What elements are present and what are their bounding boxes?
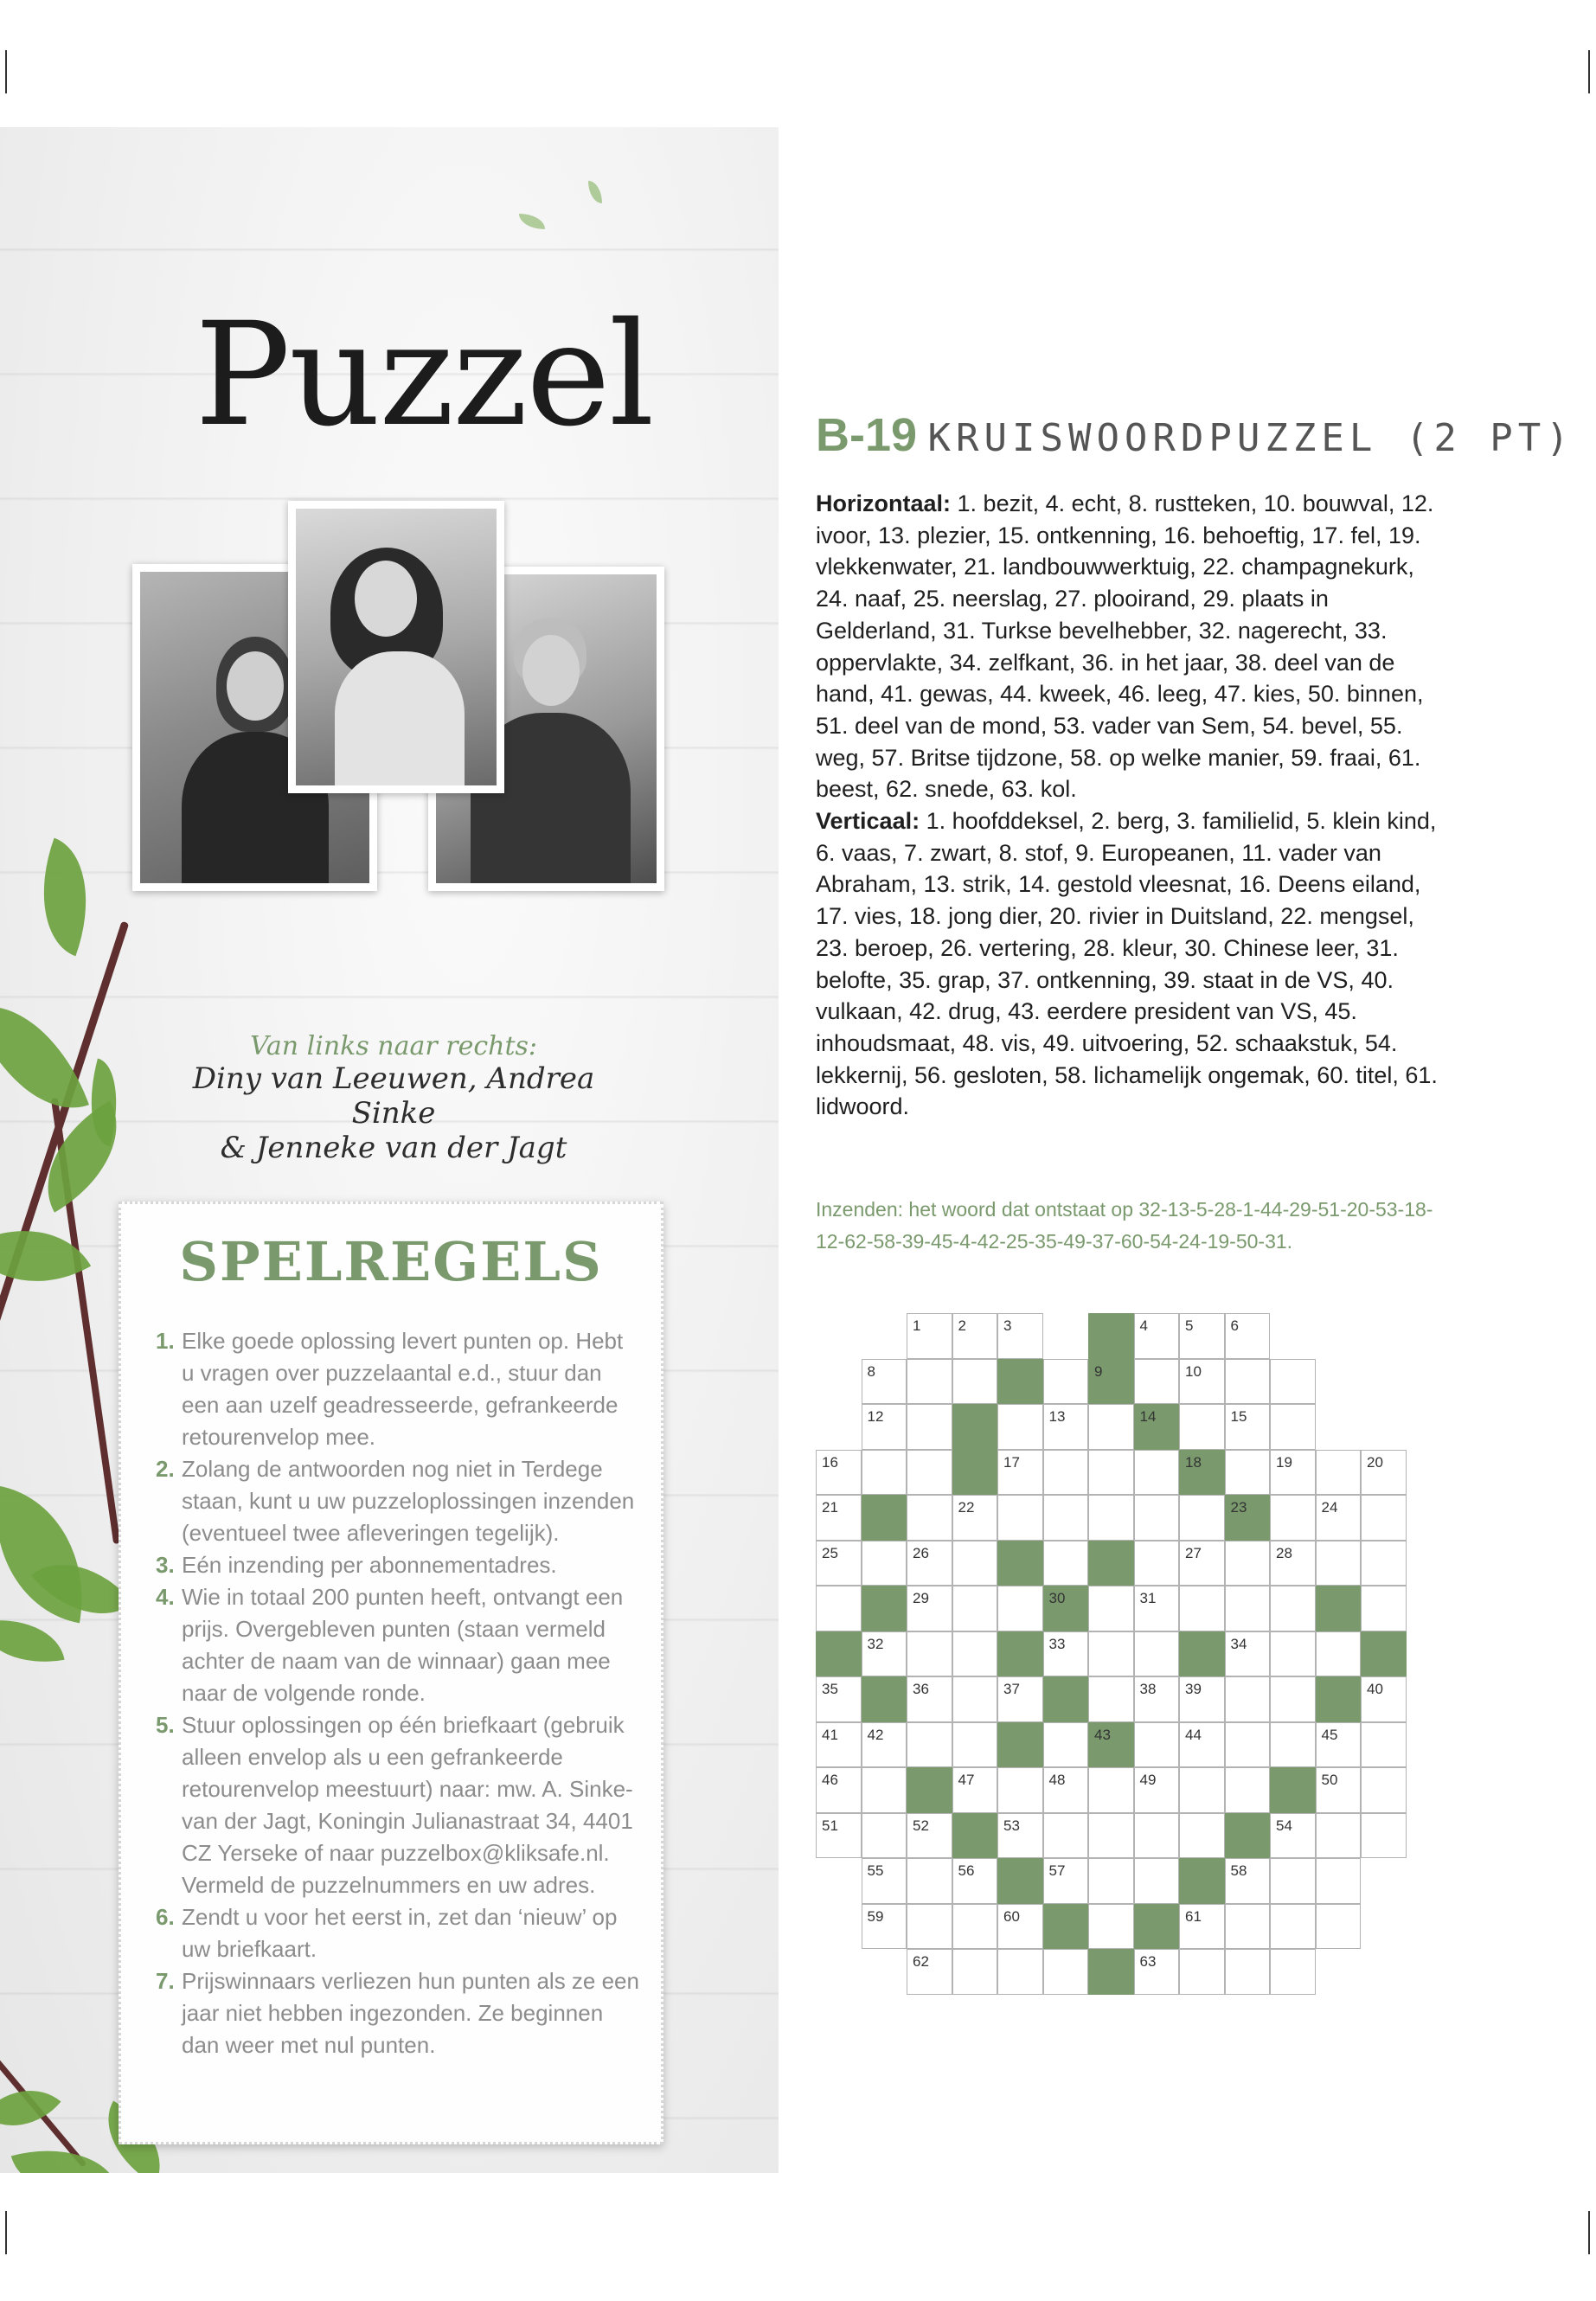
rule-text: Prijswinnaars verliezen hun punten als ze een jaar niet hebben ingezonden. Ze beginnen dan weer met nul punten.	[182, 1968, 639, 2058]
rule-text: Stuur oplossingen op één briefkaart (gebruik alleen envelop als u een gefrankeerde retourenvelop meestuurt) naar: mw. A. Sinke-van der Jagt, Koningin Julianastraat 34, 4401 CZ Yerseke of naar puzzelbox@kliksafe.nl. Vermeld de puzzelnummers en uw adres.	[182, 1712, 633, 1898]
cell-number: 13	[1048, 1408, 1066, 1425]
grid-cell[interactable]	[1179, 1586, 1225, 1631]
grid-cell[interactable]	[907, 1359, 952, 1405]
grid-cell[interactable]	[1043, 1541, 1089, 1586]
rule-number: 4.	[156, 1584, 175, 1610]
cell-number: 30	[1048, 1590, 1066, 1606]
grid-cell[interactable]	[1316, 1450, 1362, 1496]
cell-number: 20	[1367, 1453, 1383, 1471]
grid-cell[interactable]	[1270, 1904, 1316, 1950]
caption-intro: Van links naar rechts:	[249, 1031, 538, 1061]
grid-cell[interactable]	[1043, 1858, 1089, 1904]
cell-number: 48	[1048, 1772, 1066, 1788]
grid-cell[interactable]	[1043, 1813, 1089, 1859]
cell-number: 4	[1139, 1317, 1148, 1334]
grid-cell[interactable]	[952, 1586, 998, 1631]
grid-cell[interactable]	[1270, 1813, 1316, 1859]
grid-cell[interactable]	[1179, 1949, 1225, 1995]
grid-cell[interactable]	[1088, 1450, 1134, 1496]
cell-number: 6	[1230, 1317, 1239, 1334]
cell-number: 33	[1048, 1635, 1066, 1652]
puzzle-header	[816, 408, 1574, 462]
rule-item	[156, 1901, 640, 1965]
cell-number: 15	[1230, 1408, 1247, 1425]
grid-cell[interactable]	[997, 1586, 1043, 1631]
grid-cell[interactable]	[862, 1631, 907, 1677]
grid-cell[interactable]	[1043, 1631, 1089, 1677]
rule-item	[156, 1709, 640, 1901]
grid-block	[1088, 1722, 1134, 1768]
submission-instructions: Inzenden: het woord dat ontstaat op 32-13-5-28-1-44-29-51-20-53-18-12-62-58-39-45-4-42-25-35-49-37-60-54-24-19-50-31.	[816, 1198, 1433, 1253]
leaf	[0, 1199, 91, 1314]
grid-block	[952, 1404, 998, 1450]
grid-block	[997, 1631, 1043, 1677]
cell-number: 55	[867, 1862, 884, 1879]
grid-block	[1179, 1858, 1225, 1904]
cell-number: 41	[822, 1726, 838, 1743]
grid-cell[interactable]	[907, 1541, 952, 1586]
rule-item	[156, 1549, 640, 1581]
grid-cell[interactable]	[1134, 1313, 1180, 1359]
grid-block	[1088, 1949, 1134, 1995]
cell-number: 8	[867, 1362, 875, 1380]
cell-number: 40	[1367, 1681, 1383, 1697]
grid-cell[interactable]	[1225, 1631, 1271, 1677]
grid-cell[interactable]	[1225, 1767, 1271, 1813]
grid-block	[1043, 1676, 1089, 1722]
grid-cell[interactable]	[907, 1676, 952, 1722]
grid-cell[interactable]	[816, 1813, 862, 1859]
grid-cell[interactable]	[1134, 1676, 1180, 1722]
grid-cell[interactable]	[907, 1904, 952, 1950]
grid-cell[interactable]	[1225, 1404, 1271, 1450]
cell-number: 45	[1321, 1726, 1338, 1743]
rule-text: Wie in totaal 200 punten heeft, ontvangt een prijs. Overgebleven punten (staan vermeld achter de naam van de winnaar) gaan mee naar de volgende ronde.	[182, 1584, 624, 1706]
leaf	[0, 983, 89, 1131]
leaf	[588, 181, 602, 203]
grid-cell[interactable]	[1361, 1450, 1407, 1496]
cell-number: 16	[822, 1453, 838, 1471]
cell-number: 28	[1276, 1544, 1292, 1561]
grid-cell[interactable]	[1270, 1631, 1316, 1677]
grid-cell[interactable]	[1088, 1767, 1134, 1813]
grid-cell[interactable]	[997, 1404, 1043, 1450]
clues	[816, 488, 1439, 1123]
grid-cell[interactable]	[1270, 1359, 1316, 1405]
cell-number: 63	[1139, 1953, 1157, 1970]
grid-cell[interactable]	[1179, 1767, 1225, 1813]
grid-cell[interactable]	[1316, 1904, 1362, 1950]
crop-mark-bottom-left	[5, 2211, 7, 2254]
rule-number: 7.	[156, 1968, 175, 1994]
grid-block	[952, 1450, 998, 1496]
grid-cell[interactable]	[1225, 1541, 1271, 1586]
grid-cell[interactable]	[1179, 1495, 1225, 1541]
cell-number: 42	[867, 1726, 884, 1743]
grid-cell[interactable]	[907, 1450, 952, 1496]
grid-cell[interactable]	[816, 1495, 862, 1541]
grid-cell[interactable]	[1270, 1858, 1316, 1904]
horizontal-clues: 1. bezit, 4. echt, 8. rustteken, 10. bouwval, 12. ivoor, 13. plezier, 15. ontkenning, 16. behoeftig, 17. fel, 19. vlekkenwater, 21. landbouwwerktuig, 22. champagnekurk, 24. naaf, 25. neerslag, 27. plooirand, 29. plaats in Gelderland, 31. Turkse bevelhebber, 32. nagerecht, 33. oppervlakte, 34. zelfkant, 36. in het jaar, 38. deel van de hand, 41. gewas, 44. kweek, 46. leeg, 47. kies, 50. binnen, 51. deel van de mond, 53. vader van Sem, 54. bevel, 55. weg, 57. Britse tijdzone, 58. op welke manier, 59. fraai, 61. beest, 62. snede, 63. kol.	[816, 490, 1434, 803]
crop-mark-top-left	[5, 50, 7, 93]
grid-cell[interactable]	[862, 1904, 907, 1950]
rule-item	[156, 1965, 640, 2061]
cell-number: 49	[1139, 1772, 1157, 1788]
cell-number: 46	[822, 1772, 838, 1788]
grid-cell[interactable]	[862, 1359, 907, 1405]
grid-cell[interactable]	[1225, 1949, 1271, 1995]
grid-cell[interactable]	[1043, 1495, 1089, 1541]
rule-text: Eén inzending per abonnementadres.	[182, 1552, 557, 1578]
cell-number: 35	[822, 1681, 838, 1697]
rule-text: Zolang de antwoorden nog niet in Terdege staan, kunt u uw puzzeloplossingen inzenden (eventueel twee afleveringen tegelijk).	[182, 1456, 635, 1546]
left-panel-background	[0, 127, 779, 2173]
grid-cell[interactable]	[1043, 1767, 1089, 1813]
grid-cell[interactable]	[1043, 1722, 1089, 1768]
grid-block	[1316, 1676, 1362, 1722]
vertical-clues: 1. hoofddeksel, 2. berg, 3. familielid, 5. klein kind, 6. vaas, 7. zwart, 8. stof, 9. Europeanen, 11. vader van Abraham, 13. strik, 14. gestold vleesnat, 16. Deens eiland, 17. vies, 18. jong dier, 20. rivier in Duitsland, 22. mengsel, 23. beroep, 26. vertering, 28. kleur, 30. Chinese leer, 31. belofte, 35. grap, 37. ontkenning, 39. staat in de VS, 40. vulkaan, 42. drug, 43. eerdere president van VS, 45. inhoudsmaat, 48. vis, 49. uitvoering, 52. schaakstuk, 54. lekkernij, 56. gesloten, 58. lichamelijk ongemak, 60. titel, 61. lidwoord.	[816, 808, 1438, 1120]
grid-cell[interactable]	[1088, 1586, 1134, 1631]
grid-block	[862, 1495, 907, 1541]
grid-block	[862, 1586, 907, 1631]
grid-cell[interactable]	[1043, 1359, 1089, 1405]
cell-number: 62	[913, 1953, 929, 1970]
rules-heading: SPELREGELS	[179, 1230, 603, 1293]
grid-cell[interactable]	[1043, 1949, 1089, 1995]
grid-cell[interactable]	[1134, 1450, 1180, 1496]
grid-cell[interactable]	[1316, 1813, 1362, 1859]
grid-cell[interactable]	[907, 1404, 952, 1450]
cell-number: 61	[1185, 1907, 1202, 1925]
grid-cell[interactable]	[1179, 1904, 1225, 1950]
grid-cell[interactable]	[1179, 1676, 1225, 1722]
cell-number: 21	[822, 1499, 838, 1516]
grid-cell[interactable]	[816, 1722, 862, 1768]
grid-cell[interactable]	[1270, 1495, 1316, 1541]
grid-cell[interactable]	[1225, 1904, 1271, 1950]
cell-number: 56	[958, 1862, 975, 1879]
photo-caption	[160, 1031, 627, 1165]
cell-number: 5	[1185, 1317, 1194, 1334]
cell-number: 36	[913, 1681, 929, 1697]
grid-cell[interactable]	[1316, 1495, 1362, 1541]
cell-number: 52	[913, 1817, 929, 1834]
grid-cell[interactable]	[997, 1904, 1043, 1950]
grid-cell[interactable]	[1316, 1631, 1362, 1677]
grid-cell[interactable]	[952, 1949, 998, 1995]
grid-cell[interactable]	[1134, 1949, 1180, 1995]
cell-number: 25	[822, 1544, 838, 1561]
grid-block	[952, 1813, 998, 1859]
page-title: Puzzel	[195, 292, 653, 458]
grid-cell[interactable]	[1270, 1450, 1316, 1496]
grid-cell[interactable]	[907, 1722, 952, 1768]
grid-cell[interactable]	[1043, 1404, 1089, 1450]
vertical-label: Verticaal:	[816, 808, 920, 835]
grid-cell[interactable]	[1043, 1450, 1089, 1496]
crop-mark-top-right	[1588, 50, 1590, 93]
grid-block	[1270, 1767, 1316, 1813]
grid-cell[interactable]	[952, 1495, 998, 1541]
grid-cell[interactable]	[952, 1767, 998, 1813]
grid-cell[interactable]	[1088, 1813, 1134, 1859]
grid-cell[interactable]	[816, 1586, 862, 1631]
grid-cell[interactable]	[1179, 1313, 1225, 1359]
grid-cell[interactable]	[1088, 1404, 1134, 1450]
cell-number: 34	[1230, 1635, 1247, 1652]
grid-cell[interactable]	[1134, 1495, 1180, 1541]
grid-cell[interactable]	[1134, 1858, 1180, 1904]
grid-cell[interactable]	[1270, 1949, 1316, 1995]
grid-block	[907, 1767, 952, 1813]
grid-cell[interactable]	[1270, 1404, 1316, 1450]
grid-block	[1179, 1450, 1225, 1496]
caption-names: & Jenneke van der Jagt	[220, 1131, 567, 1165]
grid-cell[interactable]	[862, 1450, 907, 1496]
cell-number: 60	[1003, 1907, 1020, 1925]
grid-block	[862, 1676, 907, 1722]
grid-cell[interactable]	[816, 1541, 862, 1586]
grid-cell[interactable]	[1361, 1541, 1407, 1586]
cell-number: 26	[913, 1544, 929, 1561]
grid-cell[interactable]	[862, 1858, 907, 1904]
cell-number: 39	[1185, 1681, 1202, 1697]
grid-block	[1088, 1541, 1134, 1586]
cell-number: 59	[867, 1907, 884, 1925]
cell-number: 18	[1185, 1453, 1202, 1471]
grid-block	[1043, 1586, 1089, 1631]
grid-cell[interactable]	[907, 1858, 952, 1904]
grid-cell[interactable]	[1361, 1676, 1407, 1722]
grid-cell[interactable]	[862, 1722, 907, 1768]
grid-block	[997, 1359, 1043, 1405]
grid-cell[interactable]	[1088, 1858, 1134, 1904]
grid-cell[interactable]	[1134, 1813, 1180, 1859]
grid-cell[interactable]	[1225, 1586, 1271, 1631]
cell-number: 14	[1139, 1408, 1157, 1425]
cell-number: 2	[958, 1317, 966, 1334]
grid-cell[interactable]	[816, 1450, 862, 1496]
cell-number: 27	[1185, 1544, 1202, 1561]
grid-cell[interactable]	[862, 1541, 907, 1586]
grid-cell[interactable]	[1134, 1541, 1180, 1586]
caption-names: Diny van Leeuwen, Andrea Sinke	[192, 1061, 595, 1131]
grid-cell[interactable]	[1088, 1676, 1134, 1722]
cell-number: 1	[913, 1317, 921, 1334]
grid-cell[interactable]	[952, 1631, 998, 1677]
grid-block	[1134, 1904, 1180, 1950]
cell-number: 32	[867, 1635, 884, 1652]
rule-item	[156, 1453, 640, 1549]
grid-cell[interactable]	[1134, 1767, 1180, 1813]
rule-number: 2.	[156, 1456, 175, 1482]
grid-cell[interactable]	[997, 1767, 1043, 1813]
grid-cell[interactable]	[1361, 1767, 1407, 1813]
puzzle-code: B-19	[816, 409, 918, 461]
grid-cell[interactable]	[1225, 1313, 1271, 1359]
grid-block	[1043, 1904, 1089, 1950]
grid-cell[interactable]	[1225, 1722, 1271, 1768]
cell-number: 44	[1185, 1726, 1202, 1743]
grid-block	[997, 1722, 1043, 1768]
grid-cell[interactable]	[1134, 1359, 1180, 1405]
grid-block	[997, 1858, 1043, 1904]
cell-number: 50	[1321, 1772, 1338, 1788]
grid-cell[interactable]	[1179, 1404, 1225, 1450]
grid-cell[interactable]	[1088, 1495, 1134, 1541]
grid-block	[1361, 1631, 1407, 1677]
grid-cell[interactable]	[997, 1450, 1043, 1496]
crop-mark-bottom-right	[1588, 2211, 1590, 2254]
grid-block	[1088, 1313, 1134, 1359]
grid-cell[interactable]	[1134, 1631, 1180, 1677]
grid-cell[interactable]	[862, 1404, 907, 1450]
grid-block	[816, 1631, 862, 1677]
leaf	[519, 214, 545, 229]
grid-cell[interactable]	[1316, 1722, 1362, 1768]
grid-cell[interactable]	[1361, 1813, 1407, 1859]
grid-cell[interactable]	[997, 1676, 1043, 1722]
rule-text: Elke goede oplossing levert punten op. Hebt u vragen over puzzelaantal e.d., stuur dan een aan uzelf geadresseerde, gefrankeerde retourenvelop mee.	[182, 1328, 624, 1450]
cell-number: 31	[1139, 1590, 1157, 1606]
cell-number: 10	[1185, 1362, 1202, 1380]
grid-cell[interactable]	[952, 1313, 998, 1359]
grid-cell[interactable]	[997, 1495, 1043, 1541]
grid-block	[1179, 1631, 1225, 1677]
grid-cell[interactable]	[1088, 1904, 1134, 1950]
grid-cell[interactable]	[1270, 1586, 1316, 1631]
cell-number: 47	[958, 1772, 975, 1788]
grid-cell[interactable]	[952, 1676, 998, 1722]
cell-number: 29	[913, 1590, 929, 1606]
grid-cell[interactable]	[1361, 1495, 1407, 1541]
rule-number: 3.	[156, 1552, 175, 1578]
grid-cell[interactable]	[997, 1949, 1043, 1995]
cell-number: 24	[1321, 1499, 1338, 1516]
cell-number: 54	[1276, 1817, 1292, 1834]
rule-number: 6.	[156, 1904, 175, 1930]
cell-number: 22	[958, 1499, 975, 1516]
grid-block	[997, 1541, 1043, 1586]
grid-cell[interactable]	[907, 1813, 952, 1859]
cell-number: 9	[1094, 1362, 1103, 1380]
grid-cell[interactable]	[862, 1767, 907, 1813]
rule-number: 5.	[156, 1712, 175, 1738]
cell-number: 17	[1003, 1453, 1020, 1471]
horizontal-label: Horizontaal:	[816, 490, 952, 516]
rule-item	[156, 1325, 640, 1453]
grid-block	[1088, 1359, 1134, 1405]
grid-cell[interactable]	[952, 1359, 998, 1405]
leaf	[19, 838, 112, 957]
grid-cell[interactable]	[1270, 1541, 1316, 1586]
grid-cell[interactable]	[816, 1767, 862, 1813]
grid-block	[1225, 1495, 1271, 1541]
cell-number: 43	[1094, 1726, 1111, 1743]
cell-number: 19	[1276, 1453, 1292, 1471]
portrait-photo-andrea	[288, 501, 504, 793]
grid-cell[interactable]	[1361, 1722, 1407, 1768]
grid-cell[interactable]	[952, 1541, 998, 1586]
cell-number: 3	[1003, 1317, 1012, 1334]
grid-block	[1316, 1586, 1362, 1631]
cell-number: 38	[1139, 1681, 1157, 1697]
grid-cell[interactable]	[1179, 1541, 1225, 1586]
grid-cell[interactable]	[1361, 1586, 1407, 1631]
cell-number: 37	[1003, 1681, 1020, 1697]
grid-cell[interactable]	[997, 1813, 1043, 1859]
grid-block	[1225, 1813, 1271, 1859]
grid-cell[interactable]	[1270, 1722, 1316, 1768]
grid-block	[1134, 1404, 1180, 1450]
cell-number: 12	[867, 1408, 884, 1425]
grid-cell[interactable]	[1316, 1858, 1362, 1904]
rules-card	[119, 1202, 663, 2144]
grid-cell[interactable]	[1225, 1359, 1271, 1405]
cell-number: 23	[1230, 1499, 1247, 1516]
grid-cell[interactable]	[1088, 1631, 1134, 1677]
grid-cell[interactable]	[1134, 1722, 1180, 1768]
grid-cell[interactable]	[907, 1495, 952, 1541]
grid-cell[interactable]	[952, 1722, 998, 1768]
grid-cell[interactable]	[952, 1904, 998, 1950]
grid-cell[interactable]	[816, 1676, 862, 1722]
grid-cell[interactable]	[1270, 1676, 1316, 1722]
grid-cell[interactable]	[952, 1858, 998, 1904]
grid-cell[interactable]	[907, 1949, 952, 1995]
grid-cell[interactable]	[862, 1813, 907, 1859]
grid-cell[interactable]	[907, 1586, 952, 1631]
grid-cell[interactable]	[1134, 1586, 1180, 1631]
cell-number: 57	[1048, 1862, 1066, 1879]
rule-item	[156, 1581, 640, 1709]
grid-cell[interactable]	[1225, 1450, 1271, 1496]
cell-number: 58	[1230, 1862, 1247, 1879]
grid-cell[interactable]	[907, 1313, 952, 1359]
grid-cell[interactable]	[1179, 1813, 1225, 1859]
rule-text: Zendt u voor het eerst in, zet dan ‘nieuw’ op uw briefkaart.	[182, 1904, 618, 1962]
grid-cell[interactable]	[907, 1631, 952, 1677]
leaf	[0, 1609, 65, 1674]
grid-cell[interactable]	[1316, 1767, 1362, 1813]
grid-cell[interactable]	[1179, 1359, 1225, 1405]
grid-cell[interactable]	[1225, 1676, 1271, 1722]
grid-cell[interactable]	[1179, 1722, 1225, 1768]
grid-cell[interactable]	[997, 1313, 1043, 1359]
cell-number: 51	[822, 1817, 838, 1834]
rule-number: 1.	[156, 1328, 175, 1354]
grid-cell[interactable]	[1225, 1858, 1271, 1904]
grid-cell[interactable]	[1316, 1541, 1362, 1586]
cell-number: 53	[1003, 1817, 1020, 1834]
rules-list	[156, 1325, 640, 2061]
puzzle-name: KRUISWOORDPUZZEL (2 PT)	[927, 416, 1574, 460]
